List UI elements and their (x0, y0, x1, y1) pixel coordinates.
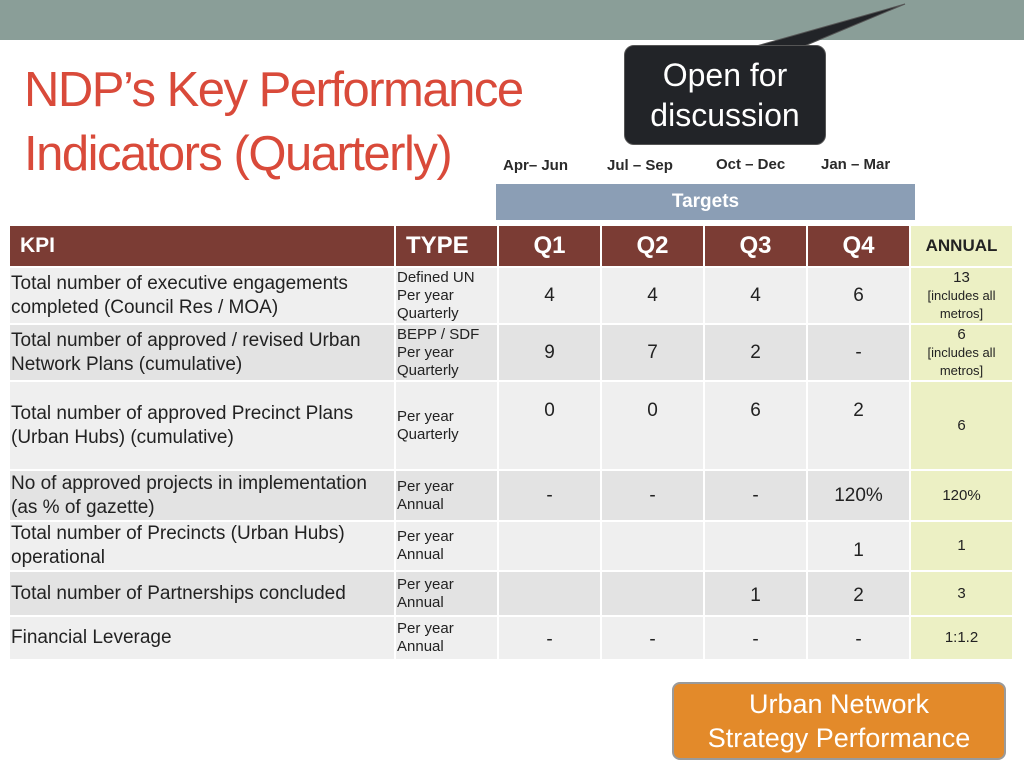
table-header-row (9, 225, 1013, 267)
kpi-cell: Total number of approved / revised Urban Network Plans (cumulative) (9, 324, 395, 381)
title-line-1: NDP’s Key Performance (24, 63, 523, 117)
annual-cell: 1:1.2 (910, 616, 1013, 660)
table-row (9, 521, 1013, 571)
header-type: TYPE (395, 225, 498, 267)
q1-cell: - (498, 470, 601, 521)
header-q4: Q4 (807, 225, 910, 267)
table-row (9, 381, 1013, 470)
type-cell: BEPP / SDF Per year Quarterly (395, 324, 498, 381)
type-cell: Per year Annual (395, 521, 498, 571)
q3-cell: - (704, 616, 807, 660)
type-cell: Per year Annual (395, 470, 498, 521)
table-row (9, 470, 1013, 521)
table-row (9, 324, 1013, 381)
type-cell: Per year Annual (395, 616, 498, 660)
annual-cell: 3 (910, 571, 1013, 616)
kpi-cell: Total number of Partnerships concluded (9, 571, 395, 616)
period-q4: Jan – Mar (821, 156, 891, 173)
table-row (9, 571, 1013, 616)
period-q3: Oct – Dec (716, 156, 786, 173)
annual-cell: 6 [includes all metros] (910, 324, 1013, 381)
header-q1: Q1 (498, 225, 601, 267)
type-cell: Per year Quarterly (395, 381, 498, 470)
q1-cell: 0 (498, 381, 601, 470)
q1-cell: - (498, 616, 601, 660)
q3-cell: 1 (704, 571, 807, 616)
top-banner (0, 0, 1024, 40)
q1-cell (498, 571, 601, 616)
q3-cell: 2 (704, 324, 807, 381)
type-cell: Defined UN Per year Quarterly (395, 267, 498, 324)
q3-cell: 6 (704, 381, 807, 470)
page-title (24, 58, 584, 186)
kpi-cell: Total number of approved Precinct Plans (Urban Hubs) (cumulative) (9, 381, 395, 470)
q1-cell: 9 (498, 324, 601, 381)
period-q1: Apr– Jun (503, 157, 569, 174)
strategy-badge (672, 682, 1006, 760)
callout-line-2: discussion (650, 97, 800, 133)
kpi-table (8, 224, 1014, 661)
q2-cell: 4 (601, 267, 704, 324)
q4-cell: 6 (807, 267, 910, 324)
period-q2: Jul – Sep (607, 157, 673, 174)
table-row (9, 267, 1013, 324)
kpi-cell: Total number of Precincts (Urban Hubs) operational (9, 521, 395, 571)
type-cell: Per year Annual (395, 571, 498, 616)
header-kpi: KPI (9, 225, 395, 267)
targets-label: Targets (496, 184, 915, 220)
badge-line-2: Strategy Performance (707, 723, 971, 753)
kpi-cell: Financial Leverage (9, 616, 395, 660)
q4-cell: 120% (807, 470, 910, 521)
title-line-2: Indicators (Quarterly) (24, 127, 452, 181)
q3-cell: 4 (704, 267, 807, 324)
table-row (9, 616, 1013, 660)
q2-cell: - (601, 470, 704, 521)
annual-cell: 13 [includes all metros] (910, 267, 1013, 324)
q2-cell: 0 (601, 381, 704, 470)
badge-line-1: Urban Network (748, 689, 930, 719)
kpi-cell: Total number of executive engagements completed (Council Res / MOA) (9, 267, 395, 324)
q3-cell (704, 521, 807, 571)
q2-cell: - (601, 616, 704, 660)
q3-cell: - (704, 470, 807, 521)
q4-cell: 2 (807, 381, 910, 470)
annual-cell: 1 (910, 521, 1013, 571)
q1-cell (498, 521, 601, 571)
kpi-cell: No of approved projects in implementation (as % of gazette) (9, 470, 395, 521)
discussion-callout (624, 45, 826, 145)
q4-cell: - (807, 616, 910, 660)
annual-cell: 120% (910, 470, 1013, 521)
q4-cell: 2 (807, 571, 910, 616)
q4-cell: - (807, 324, 910, 381)
header-annual: ANNUAL (910, 225, 1013, 267)
q4-cell: 1 (807, 521, 910, 571)
header-q2: Q2 (601, 225, 704, 267)
q1-cell: 4 (498, 267, 601, 324)
q2-cell (601, 571, 704, 616)
callout-line-1: Open for (662, 57, 788, 93)
header-q3: Q3 (704, 225, 807, 267)
q2-cell (601, 521, 704, 571)
q2-cell: 7 (601, 324, 704, 381)
annual-cell: 6 (910, 381, 1013, 470)
